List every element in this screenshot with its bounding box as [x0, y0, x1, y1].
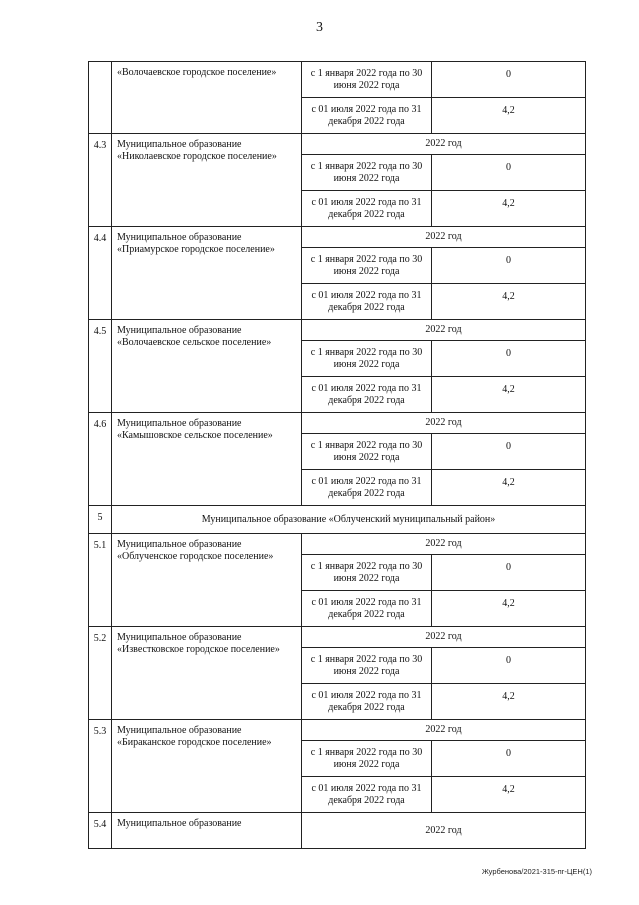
- row-number: 5: [89, 506, 112, 534]
- period-first-half: с 1 января 2022 года по 30 июня 2022 года: [302, 555, 432, 591]
- municipality-name: Муниципальное образование «Волочаевское сельское поселение»: [112, 320, 302, 413]
- period-first-half: с 1 января 2022 года по 30 июня 2022 года: [302, 62, 432, 98]
- municipality-name: Муниципальное образование «Николаевское городское поселение»: [112, 134, 302, 227]
- district-name: Муниципальное образование «Облученский муниципальный район»: [112, 506, 586, 534]
- year-header: 2022 год: [302, 627, 586, 648]
- document-reference: Журбенова/2021-315-пг-ЦЕН(1): [481, 867, 592, 876]
- period-second-half: с 01 июля 2022 года по 31 декабря 2022 года: [302, 284, 432, 320]
- table-row: [89, 413, 586, 434]
- year-header: 2022 год: [302, 534, 586, 555]
- municipality-name: Муниципальное образование «Бираканское городское поселение»: [112, 720, 302, 813]
- row-number: 4.4: [89, 227, 112, 320]
- year-header: 2022 год: [302, 413, 586, 434]
- rate-value: 0: [432, 248, 586, 284]
- period-second-half: с 01 июля 2022 года по 31 декабря 2022 года: [302, 470, 432, 506]
- rate-value: 4,2: [432, 684, 586, 720]
- table-row: [89, 506, 586, 534]
- row-number: 5.2: [89, 627, 112, 720]
- table-row: [89, 134, 586, 155]
- municipality-name: Муниципальное образование «Известковское городское поселение»: [112, 627, 302, 720]
- row-number: 4.3: [89, 134, 112, 227]
- municipality-name: Муниципальное образование: [112, 813, 302, 849]
- rate-value: 0: [432, 62, 586, 98]
- table-row: [89, 62, 586, 98]
- table-row: [89, 227, 586, 248]
- table-row: [89, 720, 586, 741]
- municipality-name: Муниципальное образование «Облученское городское поселение»: [112, 534, 302, 627]
- table-row: [89, 627, 586, 648]
- rate-value: 4,2: [432, 777, 586, 813]
- rate-value: 0: [432, 741, 586, 777]
- period-second-half: с 01 июля 2022 года по 31 декабря 2022 года: [302, 777, 432, 813]
- year-header: 2022 год: [302, 227, 586, 248]
- municipality-name: Муниципальное образование «Приамурское городское поселение»: [112, 227, 302, 320]
- period-first-half: с 1 января 2022 года по 30 июня 2022 года: [302, 341, 432, 377]
- municipality-name: «Волочаевское городское поселение»: [112, 62, 302, 134]
- rate-value: 0: [432, 155, 586, 191]
- rate-value: 4,2: [432, 98, 586, 134]
- rate-value: 0: [432, 555, 586, 591]
- table-row: [89, 320, 586, 341]
- table-row: [89, 534, 586, 555]
- period-first-half: с 1 января 2022 года по 30 июня 2022 года: [302, 155, 432, 191]
- rate-value: 4,2: [432, 591, 586, 627]
- page-number: 3: [316, 20, 323, 35]
- period-first-half: с 1 января 2022 года по 30 июня 2022 года: [302, 648, 432, 684]
- year-header: 2022 год: [302, 134, 586, 155]
- period-second-half: с 01 июля 2022 года по 31 декабря 2022 года: [302, 191, 432, 227]
- tariff-table: [88, 61, 586, 849]
- rate-value: 0: [432, 434, 586, 470]
- period-first-half: с 1 января 2022 года по 30 июня 2022 года: [302, 741, 432, 777]
- period-second-half: с 01 июля 2022 года по 31 декабря 2022 года: [302, 591, 432, 627]
- row-number: 4.5: [89, 320, 112, 413]
- period-second-half: с 01 июля 2022 года по 31 декабря 2022 года: [302, 377, 432, 413]
- row-number: 4.6: [89, 413, 112, 506]
- year-header: 2022 год: [302, 720, 586, 741]
- row-number: 5.3: [89, 720, 112, 813]
- rate-value: 0: [432, 648, 586, 684]
- rate-value: 4,2: [432, 470, 586, 506]
- period-second-half: с 01 июля 2022 года по 31 декабря 2022 года: [302, 98, 432, 134]
- row-number: 5.1: [89, 534, 112, 627]
- rate-value: 4,2: [432, 191, 586, 227]
- period-second-half: с 01 июля 2022 года по 31 декабря 2022 года: [302, 684, 432, 720]
- municipality-name: Муниципальное образование «Камышовское сельское поселение»: [112, 413, 302, 506]
- row-number: [89, 62, 112, 134]
- rate-value: 4,2: [432, 284, 586, 320]
- rate-value: 4,2: [432, 377, 586, 413]
- period-first-half: с 1 января 2022 года по 30 июня 2022 года: [302, 248, 432, 284]
- year-header: 2022 год: [302, 813, 586, 849]
- period-first-half: с 1 января 2022 года по 30 июня 2022 года: [302, 434, 432, 470]
- rate-value: 0: [432, 341, 586, 377]
- row-number: 5.4: [89, 813, 112, 849]
- year-header: 2022 год: [302, 320, 586, 341]
- table-row: [89, 813, 586, 849]
